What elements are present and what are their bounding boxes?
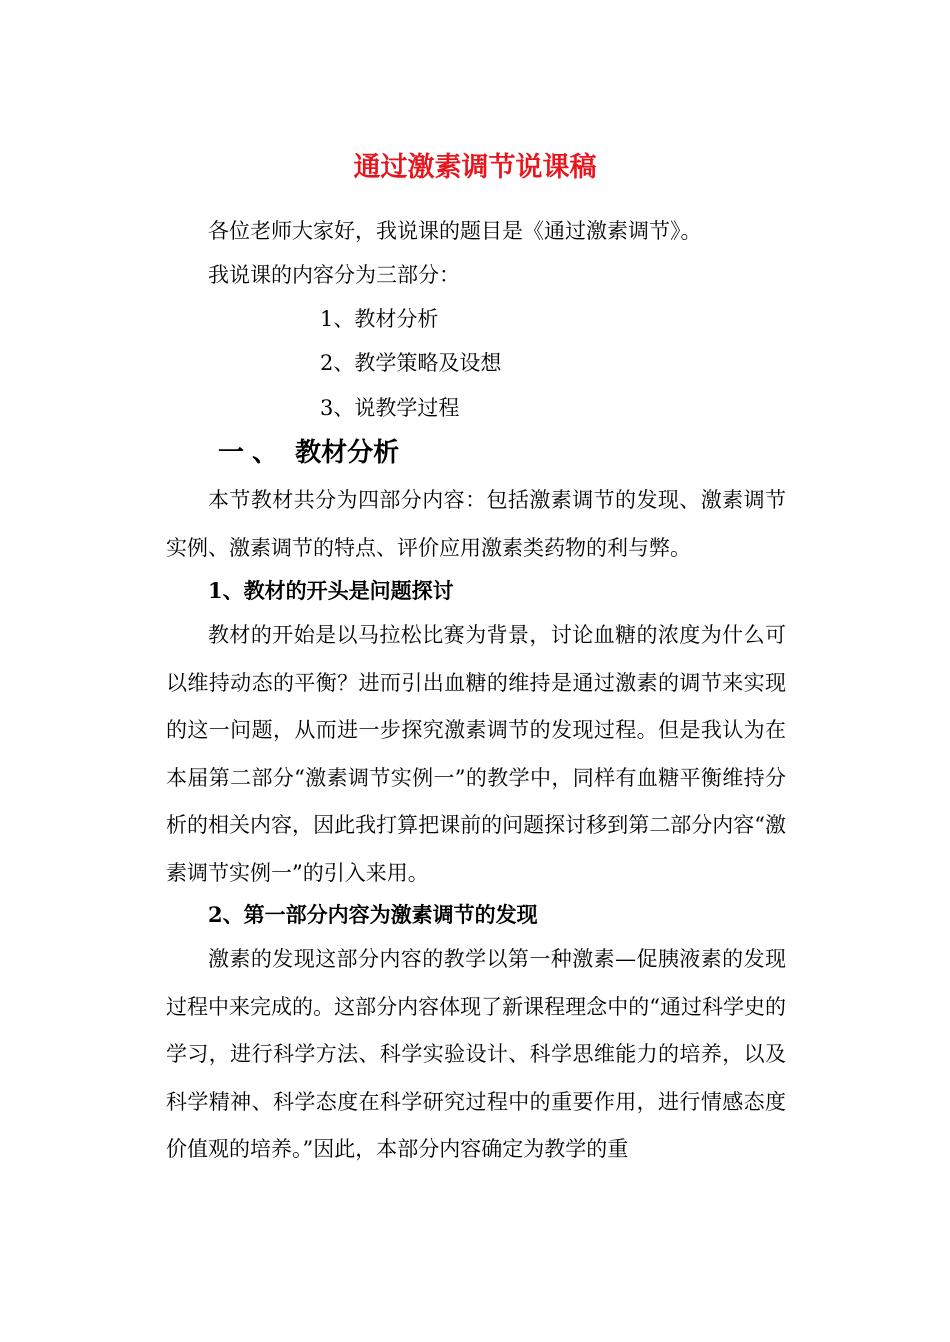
subsection-paragraph-1: 教材的开始是以马拉松比赛为背景，讨论血糖的浓度为什么可以维持动态的平衡？进而引出血糖的维持是通过激素的调节来实现的这一问题，从而进一步探究激素调节的发现过程。但是我认为在本届第二部分“激素调节实例一”的教学中，同样有血糖平衡维持分析的相关内容，因此我打算把课前的问题探讨移到第二部分内容“激素调节实例一”的引入来用。 [166,623,786,885]
greeting-line: 各位老师大家好，我说课的题目是《通过激素调节》。 [208,219,702,243]
outline-item-1: 1、教材分析 [320,307,439,331]
subsection-paragraph-2: 激素的发现这部分内容的教学以第一种激素—促胰液素的发现过程中来完成的。这部分内容体现了新课程理念中的“通过科学史的学习，进行科学方法、科学实验设计、科学思维能力的培养，以及科学精神、科学态度在科学研究过程中的重要作用，进行情感态度价值观的培养。”因此，本部分内容确定为教学的重 [166,947,786,1162]
intro-line: 我说课的内容分为三部分： [208,263,460,287]
section-heading [218,436,399,470]
section-title: 教材分析 [295,438,400,468]
outline-item-2: 2、教学策略及设想 [320,351,502,375]
subsection-heading-2: 2、第一部分内容为激素调节的发现 [208,902,538,927]
subsection-heading-1: 1、教材的开头是问题探讨 [208,578,454,603]
section-paragraph: 本节教材共分为四部分内容：包括激素调节的发现、激素调节实例、激素调节的特点、评价应用激素类药物的利与弊。 [166,488,786,560]
outline-item-3: 3、说教学过程 [320,396,460,420]
section-number: 一、 [218,438,287,468]
document-title: 通过激素调节说课稿 [353,152,597,183]
